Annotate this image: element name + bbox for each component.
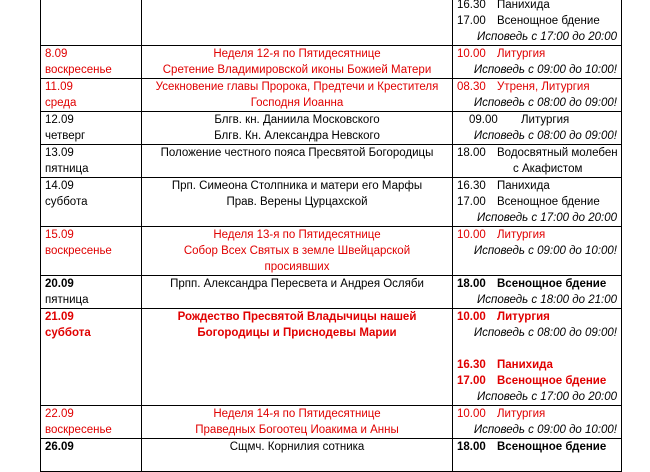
weekday [41, 13, 141, 29]
service-time: 16.30 [457, 359, 486, 371]
date-cell [41, 178, 142, 227]
weekday: среда [45, 97, 77, 109]
schedule-row [41, 145, 622, 178]
feast-line: Праведных Богоотец Иоакима и Анны [195, 424, 399, 436]
schedule-row [41, 112, 622, 145]
service-name: Всенощное бдение [497, 278, 607, 290]
feast-line: Положение честного пояса Пресвятой Богородицы [160, 147, 434, 159]
service-line [453, 227, 621, 243]
date-cell [41, 112, 142, 145]
feast-line: Неделя 14-я по Пятидесятнице [213, 408, 381, 420]
service-cell [453, 406, 622, 439]
feast-line: Сретение Владимировской иконы Божией Матери [162, 64, 432, 76]
weekday: суббота [45, 196, 88, 208]
confession-note: Исповедь с 17:00 до 20:00 [477, 391, 617, 403]
service-time: 10.00 [457, 229, 486, 241]
feast-cell [142, 112, 453, 145]
feast-cell [142, 46, 453, 79]
service-cell [453, 46, 622, 79]
service-time: 08.30 [457, 81, 486, 93]
service-name: Панихида [497, 359, 553, 371]
service-line [453, 194, 621, 210]
date: 8.09 [45, 48, 68, 60]
feast-line: Прп. Симеона Столпника и матери его Марфы [171, 180, 423, 192]
spacer [453, 341, 621, 357]
feast-line: Усекновение главы Пророка, Предтечи и Крестителя [155, 81, 439, 93]
service-time: 17.00 [457, 15, 486, 27]
service-name: Всенощное бдение [497, 375, 607, 387]
confession-note: Исповедь с 18:00 до 21:00 [477, 294, 617, 306]
feast-line: Неделя 13-я по Пятидесятнице [213, 229, 381, 241]
service-time: 16.30 [457, 180, 486, 192]
service-line [453, 309, 621, 325]
weekday: суббота [45, 327, 91, 339]
feast-cell [142, 276, 453, 309]
feast-cell [142, 0, 453, 46]
date-cell [41, 276, 142, 309]
service-time: 16.30 [457, 0, 486, 11]
feast-line: Прав. Верены Цурцахской [226, 196, 368, 208]
schedule-row [41, 46, 622, 79]
service-name: Литургия [497, 229, 546, 241]
confession-note: Исповедь с 09:00 до 10:00! [473, 424, 617, 436]
service-line [453, 0, 621, 13]
service-cell [453, 227, 622, 276]
date: 13.09 [45, 147, 74, 159]
date: 15.09 [45, 229, 74, 241]
service-line [453, 79, 621, 95]
service-cell [453, 112, 622, 145]
confession-note: Исповедь с 08:00 до 09:00! [473, 327, 617, 339]
weekday: воскресенье [45, 424, 112, 436]
service-time: 17.00 [457, 196, 486, 208]
service-cell [453, 0, 622, 46]
service-time: 10.00 [457, 48, 486, 60]
date: 20.09 [45, 278, 74, 290]
service-line [453, 13, 621, 29]
service-line [453, 46, 621, 62]
schedule-body [41, 0, 622, 472]
service-name: Всенощное бдение [497, 196, 600, 208]
service-cell [453, 309, 622, 406]
service-name: Литургия [497, 408, 546, 420]
feast-cell [142, 406, 453, 439]
service-line [453, 112, 621, 128]
service-line [453, 178, 621, 194]
service-line [453, 276, 621, 292]
feast-line: Рождество Пресвятой Владычицы нашей [177, 311, 417, 323]
service-time: 17.00 [457, 375, 486, 387]
schedule-row [41, 79, 622, 112]
service-time: 09.00 [469, 114, 498, 126]
weekday: пятница [45, 294, 89, 306]
service-name: Панихида [497, 180, 550, 192]
service-line [453, 439, 621, 455]
service-line [453, 406, 621, 422]
date-cell [41, 309, 142, 406]
service-name: Литургия [521, 114, 570, 126]
service-name: Водосвятный молебен [497, 147, 618, 159]
service-name: Всенощное бдение [497, 441, 607, 453]
feast-line: Собор Всех Святых в земле Швейцарской [183, 245, 411, 257]
service-cell [453, 439, 622, 472]
feast-cell [142, 439, 453, 472]
schedule-row [41, 227, 622, 276]
feast-cell [142, 227, 453, 276]
schedule-row [41, 309, 622, 406]
date-cell [41, 227, 142, 276]
schedule-row [41, 439, 622, 472]
weekday: воскресенье [45, 245, 112, 257]
feast-cell [142, 145, 453, 178]
date: 26.09 [45, 441, 74, 453]
service-note: с Акафистом [513, 163, 583, 175]
date: 22.09 [45, 408, 74, 420]
service-line [453, 357, 621, 373]
feast-line: Прпп. Александра Пересвета и Андрея Осляби [170, 278, 424, 290]
feast-line: Блгв. Кн. Александра Невского [214, 130, 380, 142]
schedule-table [40, 0, 622, 472]
date-cell [41, 439, 142, 472]
service-cell [453, 145, 622, 178]
service-name: Литургия [497, 48, 546, 60]
schedule-row [41, 0, 622, 46]
feast-line: Богородицы и Приснодевы Марии [197, 327, 397, 339]
service-cell [453, 178, 622, 227]
confession-note: Исповедь с 09:00 до 10:00! [473, 64, 617, 76]
weekday [41, 455, 141, 471]
feast-cell [142, 178, 453, 227]
service-name: Панихида [497, 0, 550, 11]
date-cell [41, 145, 142, 178]
service-name: Всенощное бдение [497, 15, 600, 27]
date-cell [41, 0, 142, 46]
schedule-row [41, 276, 622, 309]
schedule-row [41, 406, 622, 439]
confession-note: Исповедь с 17:00 до 20:00 [477, 31, 617, 43]
service-line [453, 145, 621, 161]
date: 11.09 [45, 81, 73, 93]
schedule-row [41, 178, 622, 227]
service-time: 18.00 [457, 147, 486, 159]
feast-line: Сщмч. Корнилия сотника [229, 441, 365, 453]
feast-cell [142, 79, 453, 112]
feast-line: просиявших [264, 261, 330, 273]
feast-line: Неделя 12-я по Пятидесятнице [213, 48, 381, 60]
service-time: 10.00 [457, 311, 486, 323]
service-name: Литургия [497, 311, 550, 323]
date: 21.09 [45, 311, 74, 323]
service-time: 18.00 [457, 278, 486, 290]
weekday: пятница [45, 163, 89, 175]
date: 12.09 [45, 114, 74, 126]
date: 14.09 [45, 180, 74, 192]
date-cell [41, 79, 142, 112]
service-time: 18.00 [457, 441, 486, 453]
date-cell [41, 406, 142, 439]
feast-cell [142, 309, 453, 406]
service-cell [453, 79, 622, 112]
weekday: воскресенье [45, 64, 112, 76]
service-cell [453, 276, 622, 309]
confession-note: Исповедь с 08:00 до 09:00! [473, 130, 617, 142]
confession-note: Исповедь с 09:00 до 10:00! [473, 245, 617, 257]
feast-line: Блгв. кн. Даниила Московского [214, 114, 380, 126]
service-name: Утреня, Литургия [497, 81, 590, 93]
feast-line: Господня Иоанна [250, 97, 344, 109]
confession-note: Исповедь с 17:00 до 20:00 [477, 212, 617, 224]
confession-note: Исповедь с 08:00 до 09:00! [473, 97, 617, 109]
date [41, 0, 141, 13]
service-line [453, 373, 621, 389]
service-time: 10.00 [457, 408, 486, 420]
date-cell [41, 46, 142, 79]
weekday: четверг [45, 130, 86, 142]
